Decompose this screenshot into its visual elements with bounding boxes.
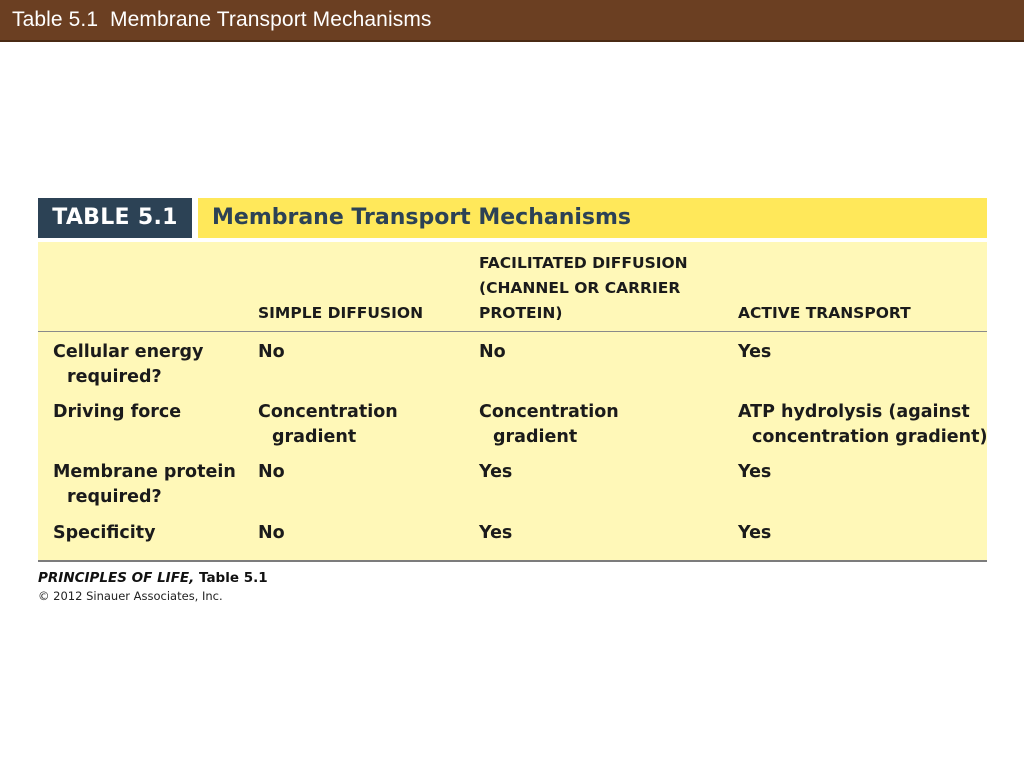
column-header-facilitated-line-3: PROTEIN) — [479, 304, 563, 322]
source-table-ref: Table 5.1 — [194, 570, 268, 586]
cell-energy-facilitated: No — [479, 342, 506, 362]
row-label-driving-force: Driving force — [53, 402, 182, 422]
column-header-simple-diffusion: SIMPLE DIFFUSION — [258, 304, 424, 322]
column-header-facilitated-line-1: FACILITATED DIFFUSION — [479, 254, 688, 272]
row-label-cellular-energy-line-1: Cellular energy — [53, 342, 204, 362]
source-citation — [38, 570, 268, 586]
row-label-membrane-protein-line-2: required? — [67, 487, 162, 507]
source-book-title: PRINCIPLES OF LIFE, — [38, 570, 195, 586]
table-title: Membrane Transport Mechanisms — [198, 198, 987, 238]
row-label-specificity: Specificity — [53, 523, 156, 543]
transport-table — [38, 242, 987, 562]
table-header — [38, 198, 987, 240]
table-label: TABLE 5.1 — [38, 198, 192, 238]
cell-force-facilitated-line-2: gradient — [493, 427, 578, 447]
header-divider — [38, 331, 987, 332]
column-header-active-transport: ACTIVE TRANSPORT — [738, 304, 911, 322]
cell-protein-facilitated: Yes — [479, 462, 513, 482]
cell-specificity-active: Yes — [738, 523, 772, 543]
cell-energy-simple: No — [258, 342, 285, 362]
row-label-cellular-energy-line-2: required? — [67, 367, 162, 387]
cell-specificity-facilitated: Yes — [479, 523, 513, 543]
cell-protein-simple: No — [258, 462, 285, 482]
column-header-facilitated-line-2: (CHANNEL OR CARRIER — [479, 279, 681, 297]
cell-energy-active: Yes — [738, 342, 772, 362]
slide-title: Table 5.1 Membrane Transport Mechanisms — [12, 8, 432, 31]
copyright-notice: © 2012 Sinauer Associates, Inc. — [38, 589, 223, 603]
cell-force-active-line-1: ATP hydrolysis (against — [738, 402, 970, 422]
cell-specificity-simple: No — [258, 523, 285, 543]
cell-force-simple-line-1: Concentration — [258, 402, 398, 422]
cell-force-simple-line-2: gradient — [272, 427, 357, 447]
cell-force-active-line-2: concentration gradient) — [752, 427, 988, 447]
cell-force-facilitated-line-1: Concentration — [479, 402, 619, 422]
row-label-membrane-protein-line-1: Membrane protein — [53, 462, 236, 482]
cell-protein-active: Yes — [738, 462, 772, 482]
slide-title-bar — [0, 0, 1024, 42]
